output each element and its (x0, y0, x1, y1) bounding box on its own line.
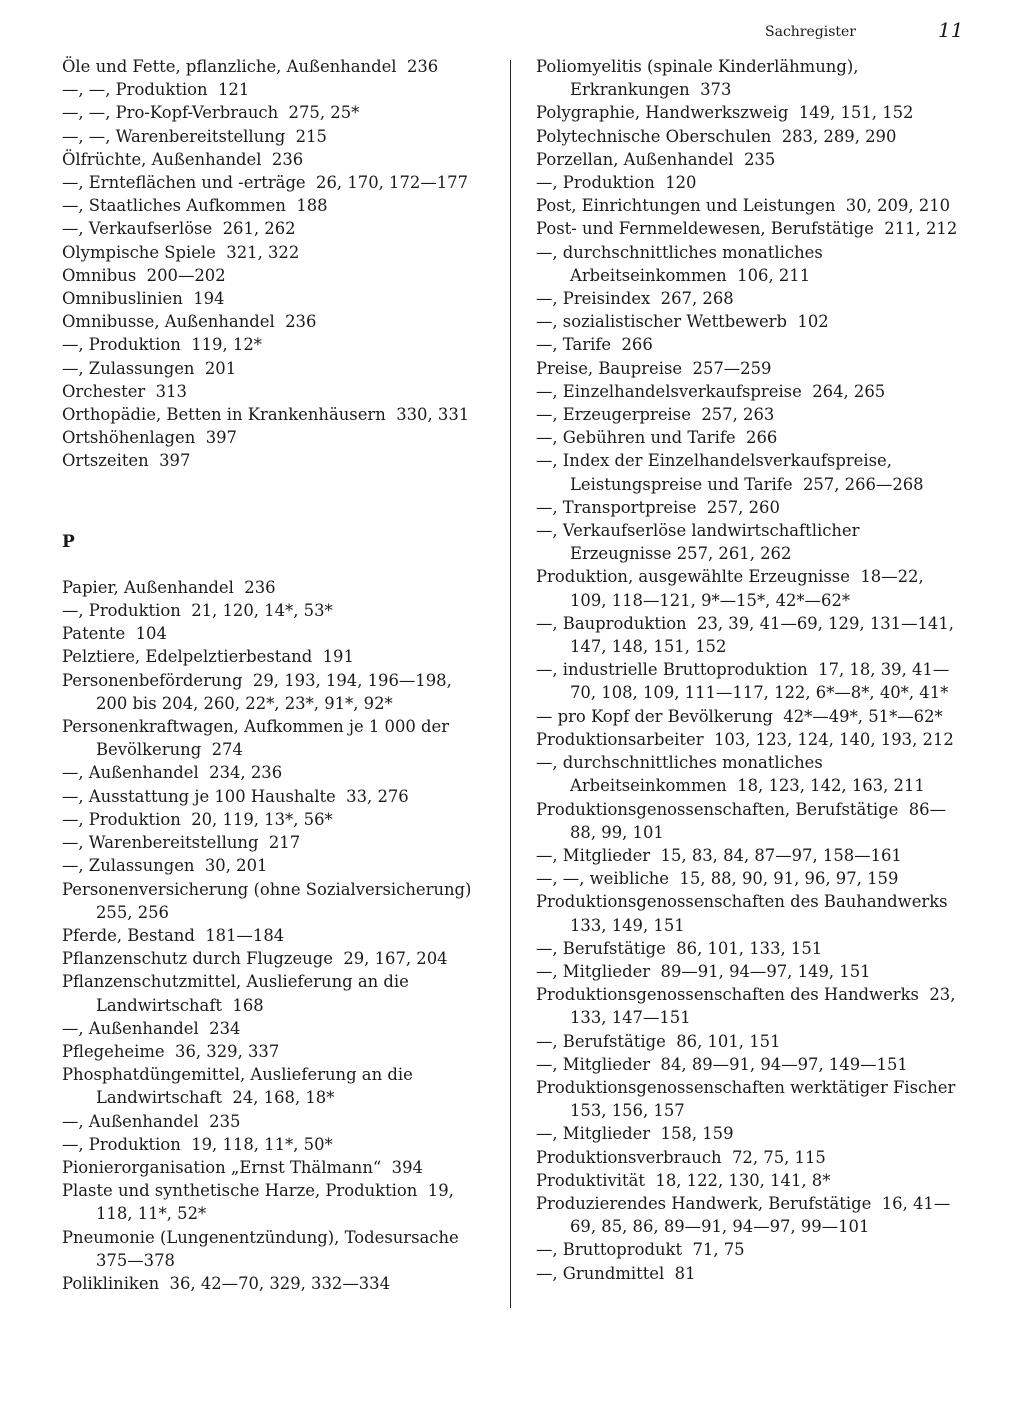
index-entry: —, Preisindex 267, 268 (536, 289, 734, 309)
index-entry: Pneumonie (Lungenentzündung), Todesursache 375—378 (62, 1227, 464, 1270)
section-letter-p: P (62, 531, 75, 552)
index-entry: —, Erzeugerpreise 257, 263 (536, 405, 775, 425)
index-entry: —, Zulassungen 201 (62, 358, 237, 378)
index-entry: —, Produktion 120 (536, 173, 697, 193)
index-entry: —, Zulassungen 30, 201 (62, 856, 268, 876)
index-entry: Pflegeheime 36, 329, 337 (62, 1041, 280, 1061)
index-entry: Produktionsgenossenschaften werktätiger Fischer 153, 156, 157 (536, 1077, 961, 1121)
page-header (0, 18, 1024, 48)
right-entries (536, 55, 960, 1285)
index-entry: Personenbeförderung 29, 193, 194, 196—198, 200 bis 204, 260, 22*, 23*, 91*, 92* (62, 670, 458, 713)
index-entry: —, Index der Einzelhandelsverkaufspreise, Leistungspreise und Tarife 257, 266—268 (536, 451, 924, 494)
index-entry: Produktivität 18, 122, 130, 141, 8* (536, 1170, 831, 1190)
index-entry: —, Produktion 119, 12* (62, 335, 262, 355)
index-entry: Pferde, Bestand 181—184 (62, 925, 285, 945)
index-entry: —, Staatliches Aufkommen 188 (62, 196, 328, 216)
index-entry: —, Einzelhandelsverkaufspreise 264, 265 (536, 381, 886, 401)
index-entry: Ortshöhenlagen 397 (62, 428, 237, 448)
index-entry: — pro Kopf der Bevölkerung 42*—49*, 51*—62* (536, 706, 943, 726)
index-entry: Produktionsgenossenschaften, Berufstätige 86—88, 99, 101 (536, 799, 946, 842)
column-divider (510, 60, 511, 1308)
index-entry: Produktionsgenossenschaften des Handwerks 23, 133, 147—151 (536, 985, 961, 1028)
index-entry: —, Verkaufserlöse 261, 262 (62, 219, 296, 239)
index-entry: —, Berufstätige 86, 101, 133, 151 (536, 938, 823, 958)
index-entry: —, durchschnittliches monatliches Arbeitseinkommen 106, 211 (536, 242, 828, 285)
page-number: 11 (938, 18, 964, 42)
index-entry: Papier, Außenhandel 236 (62, 577, 276, 597)
left-entries-o (62, 55, 486, 473)
index-entry: Polikliniken 36, 42—70, 329, 332—334 (62, 1273, 391, 1293)
index-entry: Pelztiere, Edelpelztierbestand 191 (62, 647, 354, 667)
index-entry: Olympische Spiele 321, 322 (62, 242, 300, 262)
index-entry: —, Bruttoprodukt 71, 75 (536, 1240, 745, 1260)
index-entry: Preise, Baupreise 257—259 (536, 358, 772, 378)
index-entry: Poliomyelitis (spinale Kinderlähmung), Erkrankungen 373 (536, 57, 864, 100)
index-entry: Produzierendes Handwerk, Berufstätige 16, 41—69, 85, 86, 89—91, 94—97, 99—101 (536, 1193, 951, 1237)
index-entry: Post- und Fernmeldewesen, Berufstätige 211, 212 (536, 219, 958, 239)
index-entry: —, industrielle Bruttoproduktion 17, 18, 39, 41—70, 108, 109, 111—117, 122, 6*—8*, 40*, 41* (536, 660, 950, 703)
index-entry: Omnibuslinien 194 (62, 289, 225, 309)
index-entry: Plaste und synthetische Harze, Produktion 19, 118, 11*, 52* (62, 1181, 460, 1224)
index-entry: —, —, weibliche 15, 88, 90, 91, 96, 97, 159 (536, 869, 899, 889)
index-entry: Patente 104 (62, 624, 167, 644)
index-entry: Ortszeiten 397 (62, 451, 191, 471)
index-entry: Pflanzenschutz durch Flugzeuge 29, 167, 204 (62, 949, 448, 969)
index-entry: Öle und Fette, pflanzliche, Außenhandel 236 (62, 57, 439, 76)
index-entry: —, Mitglieder 89—91, 94—97, 149, 151 (536, 961, 871, 981)
index-entry: Phosphatdüngemittel, Auslieferung an die Landwirtschaft 24, 168, 18* (62, 1065, 418, 1108)
right-column (536, 55, 960, 1285)
index-entry: Produktionsgenossenschaften des Bauhandwerks 133, 149, 151 (536, 892, 953, 935)
index-entry: Orthopädie, Betten in Krankenhäusern 330, 331 (62, 405, 470, 425)
index-entry: —, Produktion 20, 119, 13*, 56* (62, 809, 333, 829)
index-entry: Omnibus 200—202 (62, 265, 226, 285)
index-entry: Orchester 313 (62, 381, 187, 401)
index-entry: —, Mitglieder 15, 83, 84, 87—97, 158—161 (536, 845, 902, 865)
running-header: Sachregister (765, 24, 856, 40)
index-entry: Personenkraftwagen, Aufkommen je 1 000 der Bevölkerung 274 (62, 717, 455, 760)
index-entry: —, Transportpreise 257, 260 (536, 497, 780, 517)
index-entry: —, Grundmittel 81 (536, 1263, 696, 1283)
index-entry: Polytechnische Oberschulen 283, 289, 290 (536, 126, 897, 146)
index-entry: —, Gebühren und Tarife 266 (536, 428, 778, 448)
index-entry: —, Außenhandel 235 (62, 1111, 241, 1131)
index-entry: Omnibusse, Außenhandel 236 (62, 312, 317, 332)
index-entry: —, Tarife 266 (536, 335, 653, 355)
index-entry: —, Verkaufserlöse landwirtschaftlicher Erzeugnisse 257, 261, 262 (536, 521, 865, 564)
index-entry: —, Berufstätige 86, 101, 151 (536, 1031, 781, 1051)
index-entry: Personenversicherung (ohne Sozialversicherung) 255, 256 (62, 879, 477, 922)
index-entry: Ölfrüchte, Außenhandel 236 (62, 149, 304, 169)
index-entry: Produktionsarbeiter 103, 123, 124, 140, 193, 212 (536, 729, 954, 749)
index-entry: —, Außenhandel 234, 236 (62, 763, 283, 783)
index-entry: —, Produktion 19, 118, 11*, 50* (62, 1134, 333, 1154)
index-entry: Pflanzenschutzmittel, Auslieferung an die Landwirtschaft 168 (62, 972, 415, 1015)
index-entry: —, —, Pro-Kopf-Verbrauch 275, 25* (62, 103, 360, 123)
index-entry: —, —, Warenbereitstellung 215 (62, 126, 327, 146)
index-entry: Produktion, ausgewählte Erzeugnisse 18—22, 109, 118—121, 9*—15*, 42*—62* (536, 567, 929, 610)
index-entry: —, —, Produktion 121 (62, 80, 250, 100)
section-spacer (62, 473, 486, 531)
index-entry: —, Bauproduktion 23, 39, 41—69, 129, 131—141, 147, 148, 151, 152 (536, 613, 960, 657)
left-entries-p (62, 576, 486, 1295)
index-entry: —, Außenhandel 234 (62, 1018, 241, 1038)
index-entry: —, Ausstattung je 100 Haushalte 33, 276 (62, 786, 409, 806)
index-entry: —, Mitglieder 84, 89—91, 94—97, 149—151 (536, 1054, 908, 1074)
index-entry: —, Produktion 21, 120, 14*, 53* (62, 601, 333, 621)
index-entry: Post, Einrichtungen und Leistungen 30, 209, 210 (536, 196, 951, 216)
index-entry: Porzellan, Außenhandel 235 (536, 149, 776, 169)
index-entry: —, Warenbereitstellung 217 (62, 833, 301, 853)
index-entry: Produktionsverbrauch 72, 75, 115 (536, 1147, 826, 1167)
index-entry: —, durchschnittliches monatliches Arbeitseinkommen 18, 123, 142, 163, 211 (536, 753, 925, 796)
index-entry: Polygraphie, Handwerkszweig 149, 151, 152 (536, 103, 914, 123)
index-entry: Pionierorganisation „Ernst Thälmann“ 394 (62, 1157, 423, 1177)
index-entry: —, Mitglieder 158, 159 (536, 1124, 734, 1144)
index-entry: —, Ernteflächen und -erträge 26, 170, 172—177 (62, 173, 468, 193)
index-entry: —, sozialistischer Wettbewerb 102 (536, 312, 829, 332)
left-column (62, 55, 486, 1295)
